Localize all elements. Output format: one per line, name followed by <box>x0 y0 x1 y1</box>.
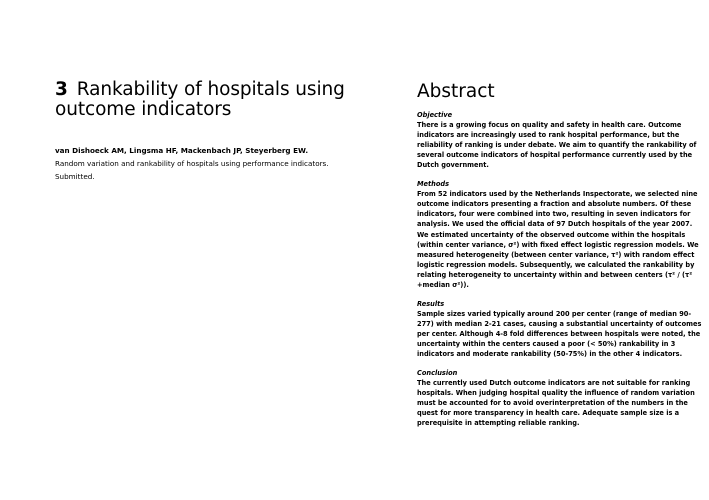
abstract-section-methods <box>417 179 705 290</box>
citation-authors: van Dishoeck AM, Lingsma HF, Mackenbach JP, Steyerberg EW. <box>55 146 309 155</box>
abstract-heading: Abstract <box>417 81 495 102</box>
section-title: Objective <box>417 111 453 119</box>
right-page <box>354 0 709 500</box>
section-text: There is a growing focus on quality and safety in health care. Outcome indicators are increasingly used to rank hospital performance, but the reliability of ranking is under debate. We aim to quantify the rankability of several outcome indicators of hospital performance currently used by the Dutch government. <box>417 121 697 170</box>
abstract-section-results <box>417 299 705 360</box>
citation <box>55 144 340 183</box>
section-title: Results <box>417 299 445 308</box>
section-text: The currently used Dutch outcome indicators are not suitable for ranking hospitals. When judging hospital quality the influence of random variation must be accounted for to avoid overinterpretation of the numbers in the quest for more transparency in health care. Adequate sample size is a prerequisite in attempting reliable ranking. <box>417 378 695 428</box>
chapter-title-text: Rankability of hospitals using outcome indicators <box>55 79 345 120</box>
abstract-section-conclusion <box>417 368 705 429</box>
section-text: Sample sizes varied typically around 200 per center (range of median 90-277) with median 2-21 cases, causing a substantial uncertainty of outcomes per center. Although 4-8 fold differences between hospitals were noted, the uncertainty within the centers caused a poor (< 50%) rankability in 3 indicators and moderate rankability (50-75%) in the other 4 indicators. <box>417 309 702 359</box>
chapter-number: 3 <box>55 79 68 100</box>
section-text: From 52 indicators used by the Netherlands Inspectorate, we selected nine outcome indicators presenting a fraction and absolute numbers. Of these indicators, four were combined into two, resulting in seven indicators for analysis. We used the official data of 97 Dutch hospitals of the year 2007. We estimated uncertainty of the observed outcome within the hospitals (within center variance, σ²) with fixed effect logistic regression models. We measured heterogeneity (between center variance, τ²) with random effect logistic regression models. Subsequently, we calculated the rankability by relating heterogeneity to uncertainty within and between centers (τ² / (τ² +median σ²)). <box>417 190 699 289</box>
section-title: Methods <box>417 180 450 189</box>
section-title: Conclusion <box>417 368 458 377</box>
abstract-body <box>417 110 705 437</box>
abstract-section-objective <box>417 110 705 171</box>
citation-reference: Random variation and rankability of hospitals using performance indicators. Submitted. <box>55 159 329 181</box>
left-page <box>0 0 354 500</box>
chapter-title <box>55 80 345 120</box>
